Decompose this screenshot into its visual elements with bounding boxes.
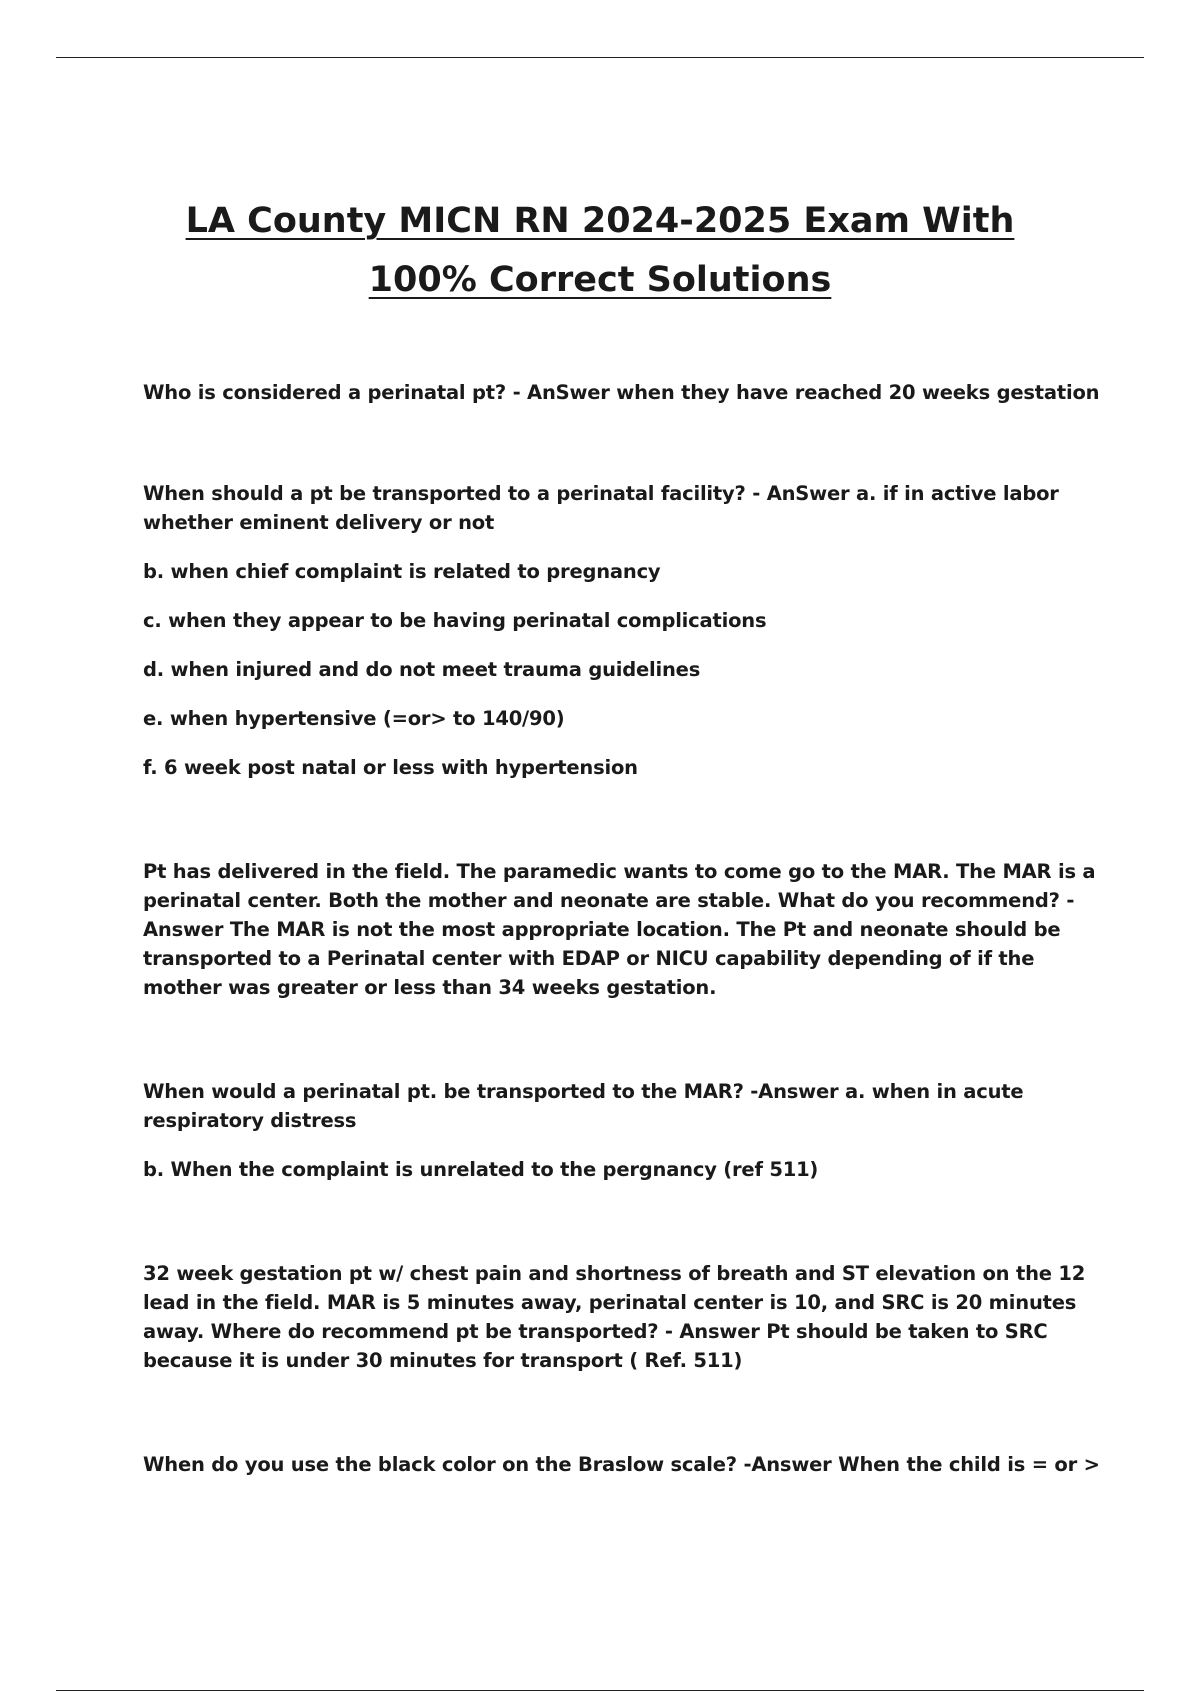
- qa-paragraph: e. when hypertensive (=or> to 140/90): [143, 707, 565, 730]
- title-line-1: LA County MICN RN 2024-2025 Exam With: [185, 201, 1015, 241]
- qa-item-perinatal-pt: [143, 378, 1103, 407]
- qa-item-chest-pain: [143, 1259, 1103, 1375]
- qa-paragraph: Who is considered a perinatal pt? - AnSwer when they have reached 20 weeks gestation: [143, 381, 1100, 404]
- qa-paragraph: When should a pt be transported to a perinatal facility? - AnSwer a. if in active labor whether eminent delivery or not: [143, 482, 1059, 534]
- qa-item-perinatal-facility: [143, 479, 1103, 782]
- qa-item-field-delivery: [143, 857, 1103, 1002]
- bottom-rule: [56, 1690, 1144, 1691]
- qa-paragraph: 32 week gestation pt w/ chest pain and shortness of breath and ST elevation on the 12 lead in the field. MAR is 5 minutes away, perinatal center is 10, and SRC is 20 minutes away. Where do recommend pt be transported? - Answer Pt should be taken to SRC because it is under 30 minutes for transport ( Ref. 511): [143, 1262, 1086, 1372]
- title-line-2: 100% Correct Solutions: [368, 260, 832, 300]
- document-title: [0, 192, 1200, 310]
- qa-content: [143, 378, 1103, 1479]
- top-rule: [56, 57, 1144, 58]
- qa-item-braslow: [143, 1450, 1103, 1479]
- qa-paragraph: c. when they appear to be having perinatal complications: [143, 609, 767, 632]
- qa-item-transport-mar: [143, 1077, 1103, 1184]
- qa-paragraph: f. 6 week post natal or less with hypertension: [143, 756, 638, 779]
- qa-paragraph: Pt has delivered in the field. The paramedic wants to come go to the MAR. The MAR is a perinatal center. Both the mother and neonate are stable. What do you recommend? - Answer The MAR is not the most appropriate location. The Pt and neonate should be transported to a Perinatal center with EDAP or NICU capability depending of if the mother was greater or less than 34 weeks gestation.: [143, 860, 1096, 999]
- qa-paragraph: d. when injured and do not meet trauma guidelines: [143, 658, 701, 681]
- qa-paragraph: b. when chief complaint is related to pregnancy: [143, 560, 661, 583]
- qa-paragraph: b. When the complaint is unrelated to the pergnancy (ref 511): [143, 1158, 819, 1181]
- qa-paragraph: When would a perinatal pt. be transported to the MAR? -Answer a. when in acute respiratory distress: [143, 1080, 1024, 1132]
- qa-paragraph: When do you use the black color on the Braslow scale? -Answer When the child is = or >: [143, 1453, 1100, 1476]
